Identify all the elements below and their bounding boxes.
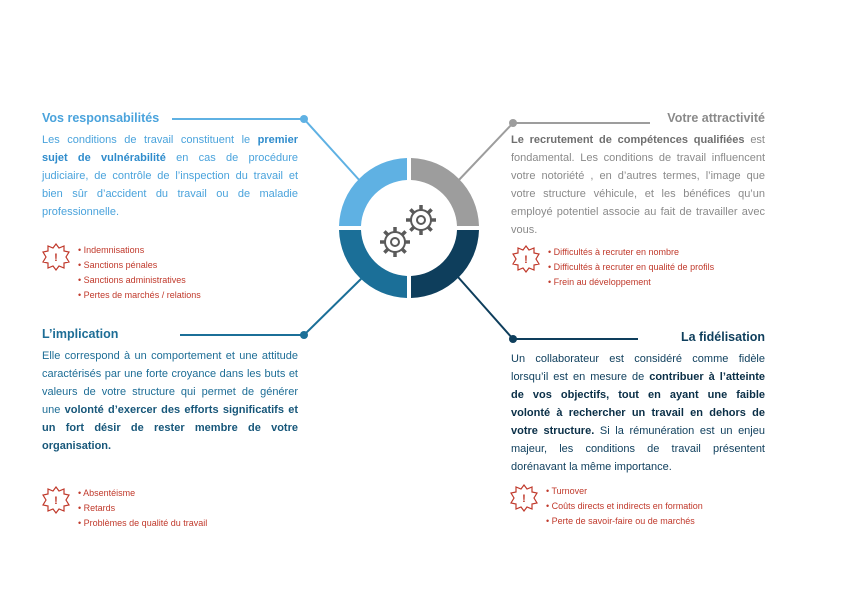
section-text: Le recrutement de compétences qualifiées est fondamental. Les conditions de travail influencent votre notoriété , en d’autres termes, l’image que votre structure véhicule, et les bénéfices qu’un employé potentiel associe au fait de travailler avec vous. [511,134,765,236]
section-text: Un collaborateur est considéré comme fidèle lorsqu’il est en mesure de contribuer à l’atteinte de vos objectifs, tout en ayant une faible volonté à rechercher un travail en dehors de votre structure. Si la rémunération est un enjeu majeur, les conditions de travail présentent dorénavant la même importance. [511,353,765,473]
warning-badge-icon [512,245,540,273]
section-text: Les conditions de travail constituent le premier sujet de vulnérabilité en cas de procédure judiciaire, de contrôle de l’inspection du travail et bien sûr d’accident du travail ou de maladie professionnelle. [42,134,298,218]
risk-item: • Problèmes de qualité du travail [78,516,207,531]
risk-item: • Sanctions pénales [78,258,201,273]
risk-item: • Coûts directs et indirects en formation [546,499,703,514]
warning-badge-icon [42,243,70,271]
connector-dot-implication [300,331,308,339]
section-fidelisation [511,330,765,476]
risk-item: • Difficultés à recruter en nombre [548,245,714,260]
section-title: Vos responsabilités [42,111,160,125]
section-title: La fidélisation [680,330,765,344]
risk-item: • Frein au développement [548,275,714,290]
risk-item: • Indemnisations [78,243,201,258]
section-attractivite [511,111,765,239]
risk-item: • Turnover [546,484,703,499]
risk-item: • Pertes de marchés / relations [78,288,201,303]
risk-item: • Difficultés à recruter en qualité de profils [548,260,714,275]
center-donut [339,158,479,298]
svg-text:!: ! [522,493,526,505]
warning-badge-icon [42,486,70,514]
warning-badge-icon [510,484,538,512]
gears-icon [380,205,436,257]
section-text: Elle correspond à un comportement et une attitude caractérisés par une forte croyance dans les buts et valeurs de votre structure qui permet de générer une volonté d’exercer des efforts significatifs et un fort désir de rester membre de votre organisation. [42,350,298,452]
risk-item: • Sanctions administratives [78,273,201,288]
section-title: Votre attractivité [667,111,765,125]
section-implication [42,327,298,455]
svg-text:!: ! [524,254,528,266]
donut-segment-bottom-left [339,230,407,298]
connector-dot-responsabilites [300,115,308,123]
risk-item: • Absentéisme [78,486,207,501]
risk-item: • Retards [78,501,207,516]
section-title: L’implication [42,327,119,341]
risk-item: • Perte de savoir-faire ou de marchés [546,514,703,529]
svg-text:!: ! [54,252,58,264]
section-responsabilites [42,111,298,221]
svg-text:!: ! [54,495,58,507]
